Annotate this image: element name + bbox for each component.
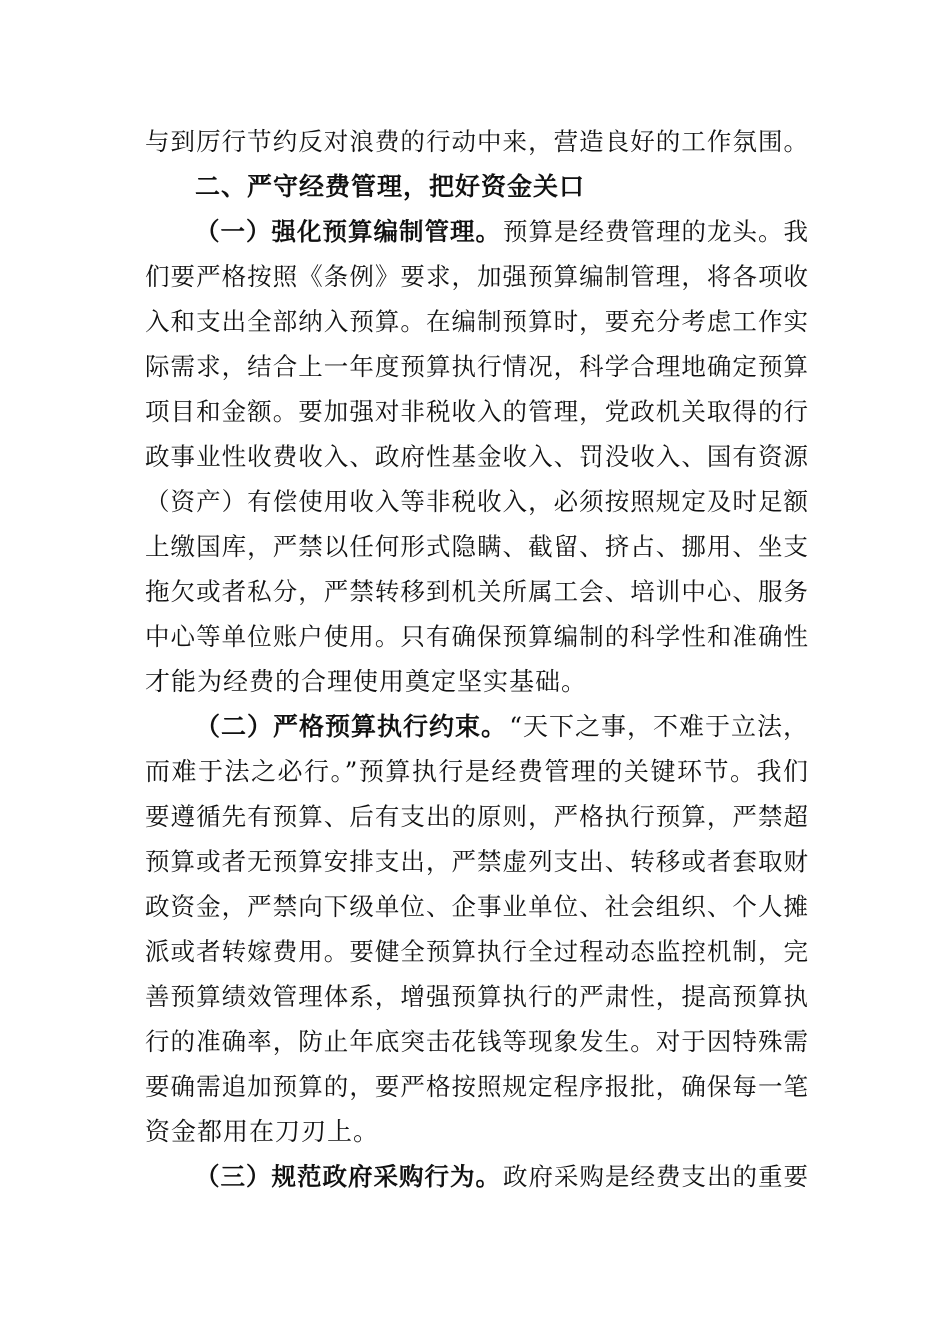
subheading-3: （三）规范政府采购行为。 xyxy=(195,1162,501,1191)
paragraph-line: 要确需追加预算的，要严格按照规定程序报批，确保每一笔 xyxy=(145,1072,809,1101)
section-heading: 二、严守经费管理，把好资金关口 xyxy=(195,172,586,201)
paragraph-line xyxy=(145,710,809,744)
paragraph-line: （资产）有偿使用收入等非税收入，必须按照规定及时足额 xyxy=(145,487,809,516)
subheading-1: （一）强化预算编制管理。 xyxy=(195,217,501,246)
paragraph-line: 派或者转嫁费用。要健全预算执行全过程动态监控机制，完 xyxy=(145,937,809,966)
paragraph-line: 而难于法之必行。”预算执行是经费管理的关键环节。我们 xyxy=(145,757,809,786)
paragraph-line xyxy=(145,1160,809,1194)
subheading-2: （二）严格预算执行约束。 xyxy=(195,712,508,741)
paragraph-line: 才能为经费的合理使用奠定坚实基础。 xyxy=(145,667,588,696)
paragraph-line: 政资金，严禁向下级单位、企事业单位、社会组织、个人摊 xyxy=(145,892,809,921)
paragraph-line: 入和支出全部纳入预算。在编制预算时，要充分考虑工作实 xyxy=(145,307,809,336)
paragraph-line: 上缴国库，严禁以任何形式隐瞒、截留、挤占、挪用、坐支 xyxy=(145,532,809,561)
paragraph-line: 预算或者无预算安排支出，严禁虚列支出、转移或者套取财 xyxy=(145,847,809,876)
paragraph-text: “天下之事，不难于立法， xyxy=(509,712,809,741)
paragraph-line: 要遵循先有预算、后有支出的原则，严格执行预算，严禁超 xyxy=(145,802,809,831)
paragraph-line: 政事业性收费收入、政府性基金收入、罚没收入、国有资源 xyxy=(145,442,809,471)
paragraph-line: 们要严格按照《条例》要求，加强预算编制管理，将各项收 xyxy=(145,262,809,291)
paragraph-line: 善预算绩效管理体系，增强预算执行的严肃性，提高预算执 xyxy=(145,982,809,1011)
paragraph-line: 中心等单位账户使用。只有确保预算编制的科学性和准确性 xyxy=(145,622,809,651)
paragraph-line: 际需求，结合上一年度预算执行情况，科学合理地确定预算 xyxy=(145,352,809,381)
paragraph-text: 预算是经费管理的龙头。我 xyxy=(503,217,809,246)
paragraph-line: 资金都用在刀刃上。 xyxy=(145,1117,380,1146)
paragraph-line: 与到厉行节约反对浪费的行动中来，营造良好的工作氛围。 xyxy=(145,127,809,156)
paragraph-line: 拖欠或者私分，严禁转移到机关所属工会、培训中心、服务 xyxy=(145,577,809,606)
paragraph-text: 政府采购是经费支出的重要 xyxy=(503,1162,809,1191)
paragraph-line: 项目和金额。要加强对非税收入的管理，党政机关取得的行 xyxy=(145,397,809,426)
paragraph-line: 行的准确率，防止年底突击花钱等现象发生。对于因特殊需 xyxy=(145,1027,809,1056)
paragraph-line xyxy=(145,215,809,249)
